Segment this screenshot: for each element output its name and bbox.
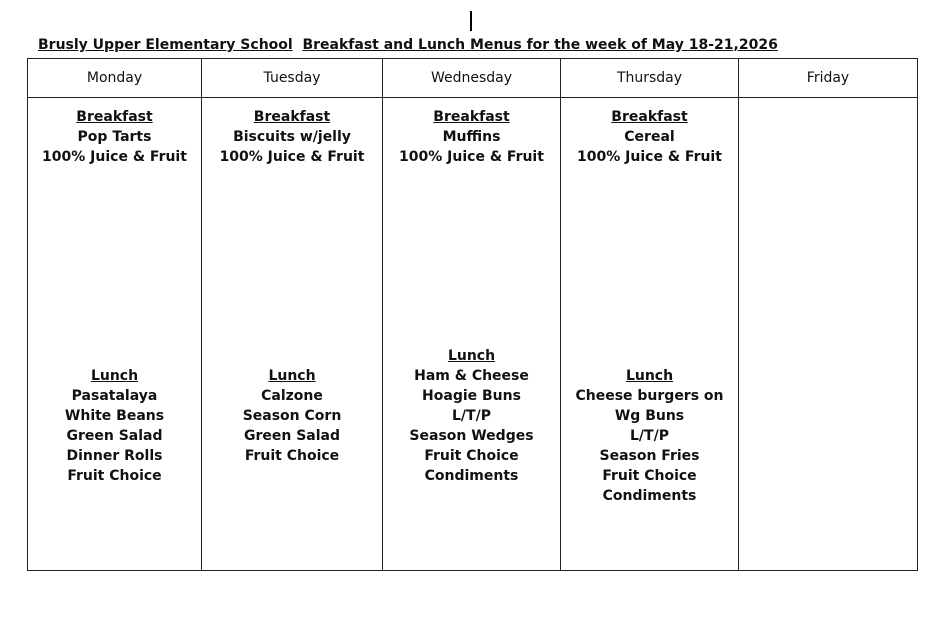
lunch-heading: Lunch <box>90 368 139 384</box>
lunch-heading: Lunch <box>268 368 316 384</box>
lunch-block <box>28 366 201 486</box>
menu-item: Hoagie Buns <box>422 388 521 404</box>
day-header: Thursday <box>561 59 739 98</box>
menu-item: Wg Buns <box>614 408 685 424</box>
menu-item: Season Fries <box>599 448 700 464</box>
day-header: Friday <box>739 59 918 98</box>
menu-title: Breakfast and Lunch Menus for the week of May 18-21,2026 <box>302 37 778 53</box>
menu-item: Fruit Choice <box>244 448 340 464</box>
lunch-heading: Lunch <box>447 348 496 364</box>
school-name: Brusly Upper Elementary School <box>38 37 293 53</box>
text-cursor <box>470 11 472 31</box>
menu-item: Condiments <box>424 468 519 484</box>
menu-item: Cheese burgers on <box>575 388 724 404</box>
menu-item: White Beans <box>64 408 165 424</box>
breakfast-heading: Breakfast <box>76 109 153 125</box>
menu-item: Calzone <box>261 388 323 404</box>
breakfast-heading: Breakfast <box>433 109 510 125</box>
menu-item: Dinner Rolls <box>66 448 163 464</box>
menu-item: 100% Juice & Fruit <box>219 149 365 165</box>
menu-item: Ham & Cheese <box>414 368 529 384</box>
menu-item: Season Corn <box>242 408 342 424</box>
day-cell-thursday <box>561 98 739 571</box>
breakfast-heading: Breakfast <box>253 109 331 125</box>
menu-item: 100% Juice & Fruit <box>399 149 544 165</box>
menu-table <box>27 58 918 571</box>
breakfast-block <box>561 107 738 167</box>
day-cell-tuesday <box>202 98 383 571</box>
menu-row <box>28 98 918 571</box>
day-header: Monday <box>28 59 202 98</box>
day-header: Tuesday <box>202 59 383 98</box>
menu-item: Green Salad <box>243 428 341 444</box>
menu-item: Condiments <box>602 488 697 504</box>
day-cell-wednesday <box>383 98 561 571</box>
menu-item: L/T/P <box>630 428 669 444</box>
menu-item: Pasatalaya <box>71 388 158 404</box>
lunch-block <box>383 346 560 486</box>
day-header-row <box>28 59 918 98</box>
menu-item: Biscuits w/jelly <box>233 129 351 145</box>
lunch-block <box>561 366 738 506</box>
menu-item: L/T/P <box>452 408 491 424</box>
menu-item: 100% Juice & Fruit <box>577 149 722 165</box>
day-header: Wednesday <box>383 59 561 98</box>
menu-item: Fruit Choice <box>67 468 162 484</box>
menu-item: Fruit Choice <box>424 448 519 464</box>
menu-item: 100% Juice & Fruit <box>42 149 187 165</box>
lunch-heading: Lunch <box>625 368 674 384</box>
menu-item: Season Wedges <box>409 428 534 444</box>
day-cell-monday <box>28 98 202 571</box>
breakfast-block <box>28 107 201 167</box>
lunch-block <box>202 366 382 466</box>
menu-item: Cereal <box>624 129 675 145</box>
breakfast-heading: Breakfast <box>611 109 688 125</box>
document-title <box>38 37 778 53</box>
breakfast-block <box>202 107 382 167</box>
menu-item: Fruit Choice <box>602 468 697 484</box>
day-cell-friday <box>739 98 918 571</box>
menu-item: Pop Tarts <box>77 129 152 145</box>
menu-item: Muffins <box>442 129 501 145</box>
menu-item: Green Salad <box>66 428 163 444</box>
breakfast-block <box>383 107 560 167</box>
